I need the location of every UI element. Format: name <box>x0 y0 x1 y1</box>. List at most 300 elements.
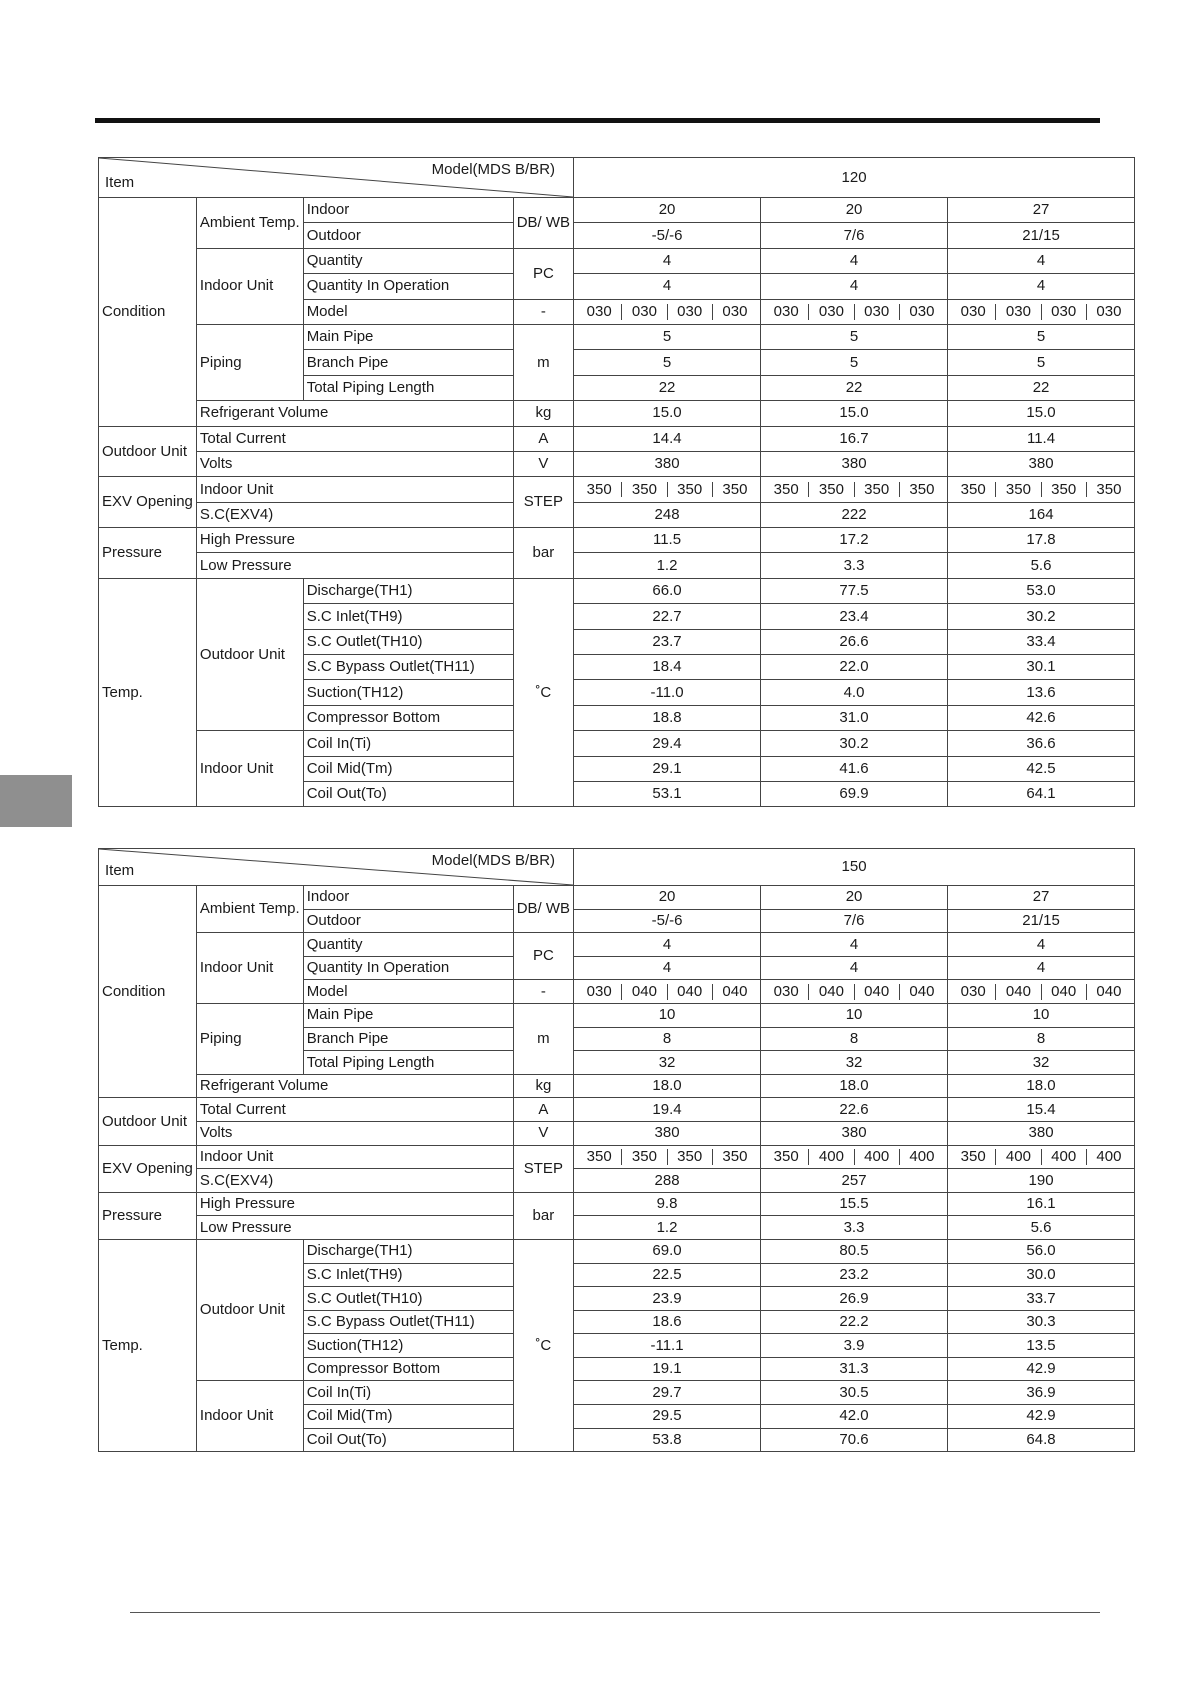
outdoor-unit-label: Outdoor Unit <box>99 1098 197 1145</box>
sub-value-cell: 400 <box>899 1149 944 1165</box>
value-cell: 30.5 <box>761 1381 948 1405</box>
sub-value-cell: 040 <box>1041 984 1086 1000</box>
value-cell: 3.3 <box>761 1216 948 1240</box>
value-cell: 23.7 <box>574 629 761 654</box>
value-cell: 4 <box>948 956 1135 980</box>
pressure-label: Pressure <box>99 528 197 579</box>
value-cell: 18.0 <box>761 1074 948 1098</box>
value-cell: 4 <box>761 274 948 299</box>
indoor-unit-label: Indoor Unit <box>196 933 303 1004</box>
table-row <box>99 886 1135 910</box>
value-cell: 13.5 <box>948 1334 1135 1358</box>
value-cell: 53.8 <box>574 1428 761 1452</box>
chapter-tab <box>0 775 72 827</box>
value-cell: 30.0 <box>948 1263 1135 1287</box>
table-row <box>99 248 1135 273</box>
sub-value-cell: 350 <box>1086 482 1131 498</box>
value-cell: 15.0 <box>948 401 1135 426</box>
value-cell: 77.5 <box>761 578 948 603</box>
ambient-temp-label: Ambient Temp. <box>196 886 303 933</box>
model-value: 120 <box>574 158 1135 198</box>
pressure-unit: bar <box>513 528 573 579</box>
value-cell: 190 <box>948 1169 1135 1193</box>
value-cell: 33.7 <box>948 1287 1135 1311</box>
table-row <box>99 553 1135 578</box>
value-cell: 1.2 <box>574 553 761 578</box>
temp-row-label: S.C Outlet(TH10) <box>303 1287 513 1311</box>
value-cell: 22 <box>574 375 761 400</box>
value-cell: 21/15 <box>948 909 1135 933</box>
value-cell: 53.0 <box>948 578 1135 603</box>
sub-value-cell: 350 <box>621 482 666 498</box>
refrigerant-volume-label: Refrigerant Volume <box>196 1074 513 1098</box>
value-cell: 56.0 <box>948 1239 1135 1263</box>
sub-value-cell: 030 <box>1041 304 1086 320</box>
table-row <box>99 1121 1135 1145</box>
value-cell: 15.0 <box>761 401 948 426</box>
total-piping-length-label: Total Piping Length <box>303 375 513 400</box>
value-cell: -11.1 <box>574 1334 761 1358</box>
sub-value-cell: 400 <box>1041 1149 1086 1165</box>
value-cell: 5.6 <box>948 1216 1135 1240</box>
sub-value-cell: 030 <box>586 982 612 1000</box>
value-cell: 18.4 <box>574 655 761 680</box>
piping-unit: m <box>513 1003 573 1074</box>
exv-indoor-unit-label: Indoor Unit <box>196 1145 513 1169</box>
temp-row-label: S.C Inlet(TH9) <box>303 1263 513 1287</box>
value-cell: 16.1 <box>948 1192 1135 1216</box>
value-cell: 18.0 <box>574 1074 761 1098</box>
value-cell: 30.2 <box>761 731 948 756</box>
sub-value-group <box>761 477 948 502</box>
value-cell: 23.9 <box>574 1287 761 1311</box>
pc-unit: PC <box>513 933 573 980</box>
sub-value-cell: 350 <box>854 482 899 498</box>
value-cell: 4 <box>574 274 761 299</box>
sub-value-cell: 350 <box>960 1147 986 1165</box>
sub-value-cell: 030 <box>621 304 666 320</box>
table-row <box>99 1145 1135 1169</box>
value-cell: 3.3 <box>761 553 948 578</box>
value-cell: 42.9 <box>948 1357 1135 1381</box>
temp-row-label: Coil Out(To) <box>303 1428 513 1452</box>
sub-value-group <box>761 1145 948 1169</box>
value-cell: 30.2 <box>948 604 1135 629</box>
quantity-in-operation-label: Quantity In Operation <box>303 956 513 980</box>
value-cell: 26.9 <box>761 1287 948 1311</box>
value-cell: 257 <box>761 1169 948 1193</box>
sub-value-cell: 040 <box>808 984 853 1000</box>
value-cell: 380 <box>574 451 761 476</box>
value-cell: 5 <box>574 350 761 375</box>
sub-value-group <box>574 1145 761 1169</box>
sub-value-cell: 040 <box>1086 984 1131 1000</box>
sub-value-cell: 350 <box>667 1149 712 1165</box>
value-cell: -11.0 <box>574 680 761 705</box>
model-header: Model(MDS B/BR) <box>431 161 556 178</box>
pressure-label: Pressure <box>99 1192 197 1239</box>
volts-unit: V <box>513 1121 573 1145</box>
value-cell: -5/-6 <box>574 909 761 933</box>
value-cell: 8 <box>948 1027 1135 1051</box>
value-cell: 53.1 <box>574 781 761 806</box>
temp-row-label: Coil In(Ti) <box>303 731 513 756</box>
value-cell: 42.9 <box>948 1405 1135 1429</box>
value-cell: 80.5 <box>761 1239 948 1263</box>
sub-value-group <box>574 477 761 502</box>
value-cell: 15.0 <box>574 401 761 426</box>
value-cell: 4 <box>761 248 948 273</box>
value-cell: 5.6 <box>948 553 1135 578</box>
value-cell: 29.7 <box>574 1381 761 1405</box>
value-cell: 5 <box>761 324 948 349</box>
ambient-outdoor-label: Outdoor <box>303 223 513 248</box>
table-row <box>99 426 1135 451</box>
ambient-indoor-label: Indoor <box>303 198 513 223</box>
value-cell: 31.0 <box>761 705 948 730</box>
sub-value-cell: 350 <box>712 482 757 498</box>
temp-row-label: Suction(TH12) <box>303 680 513 705</box>
piping-label: Piping <box>196 1003 303 1074</box>
sub-value-cell: 350 <box>773 480 799 498</box>
table-row <box>99 578 1135 603</box>
table-row <box>99 198 1135 223</box>
temp-row-label: S.C Bypass Outlet(TH11) <box>303 1310 513 1334</box>
value-cell: 380 <box>948 1121 1135 1145</box>
sub-value-group <box>574 980 761 1004</box>
branch-pipe-label: Branch Pipe <box>303 350 513 375</box>
header-diagonal-cell <box>99 158 574 198</box>
temp-label: Temp. <box>99 578 197 807</box>
model-unit: - <box>513 299 573 324</box>
value-cell: 42.5 <box>948 756 1135 781</box>
value-cell: 18.0 <box>948 1074 1135 1098</box>
value-cell: 5 <box>948 350 1135 375</box>
value-cell: 42.0 <box>761 1405 948 1429</box>
model-label: Model <box>303 299 513 324</box>
sub-value-cell: 030 <box>960 982 986 1000</box>
value-cell: 22.5 <box>574 1263 761 1287</box>
sub-value-cell: 030 <box>899 304 944 320</box>
value-cell: 15.4 <box>948 1098 1135 1122</box>
value-cell: 15.5 <box>761 1192 948 1216</box>
high-pressure-label: High Pressure <box>196 1192 513 1216</box>
value-cell: 380 <box>948 451 1135 476</box>
value-cell: 32 <box>948 1051 1135 1075</box>
indoor-unit-label: Indoor Unit <box>196 248 303 324</box>
value-cell: 380 <box>761 451 948 476</box>
value-cell: 288 <box>574 1169 761 1193</box>
temp-row-label: Discharge(TH1) <box>303 1239 513 1263</box>
value-cell: 9.8 <box>574 1192 761 1216</box>
quantity-label: Quantity <box>303 933 513 957</box>
value-cell: 11.4 <box>948 426 1135 451</box>
table-row <box>99 477 1135 502</box>
outdoor-unit-label: Outdoor Unit <box>99 426 197 477</box>
sub-value-group <box>948 1145 1135 1169</box>
refrigerant-volume-label: Refrigerant Volume <box>196 401 513 426</box>
total-current-label: Total Current <box>196 1098 513 1122</box>
temp-row-label: Discharge(TH1) <box>303 578 513 603</box>
value-cell: 5 <box>761 350 948 375</box>
sub-value-cell: 350 <box>995 482 1040 498</box>
branch-pipe-label: Branch Pipe <box>303 1027 513 1051</box>
value-cell: 27 <box>948 886 1135 910</box>
temp-unit: ˚C <box>513 578 573 807</box>
value-cell: 5 <box>948 324 1135 349</box>
temp-unit: ˚C <box>513 1239 573 1451</box>
table-row <box>99 528 1135 553</box>
value-cell: 33.4 <box>948 629 1135 654</box>
value-cell: 21/15 <box>948 223 1135 248</box>
value-cell: 32 <box>574 1051 761 1075</box>
sub-value-group <box>948 299 1135 324</box>
table-row <box>99 1074 1135 1098</box>
temp-row-label: Coil Out(To) <box>303 781 513 806</box>
sub-value-group <box>761 299 948 324</box>
value-cell: 248 <box>574 502 761 527</box>
value-cell: 41.6 <box>761 756 948 781</box>
value-cell: 20 <box>761 886 948 910</box>
value-cell: 36.9 <box>948 1381 1135 1405</box>
main-pipe-label: Main Pipe <box>303 1003 513 1027</box>
value-cell: 30.3 <box>948 1310 1135 1334</box>
value-cell: 17.8 <box>948 528 1135 553</box>
sub-value-cell: 040 <box>899 984 944 1000</box>
sub-value-cell: 030 <box>960 302 986 320</box>
sub-value-cell: 350 <box>1041 482 1086 498</box>
sub-value-cell: 350 <box>808 482 853 498</box>
sub-value-cell: 350 <box>586 1147 612 1165</box>
value-cell: 4.0 <box>761 680 948 705</box>
temp-indoor-unit-label: Indoor Unit <box>196 1381 303 1452</box>
value-cell: 3.9 <box>761 1334 948 1358</box>
sub-value-cell: 030 <box>995 304 1040 320</box>
pc-unit: PC <box>513 248 573 299</box>
value-cell: 22 <box>761 375 948 400</box>
temp-row-label: Suction(TH12) <box>303 1334 513 1358</box>
temp-row-label: Coil Mid(Tm) <box>303 756 513 781</box>
low-pressure-label: Low Pressure <box>196 553 513 578</box>
sub-value-cell: 350 <box>960 480 986 498</box>
value-cell: 66.0 <box>574 578 761 603</box>
high-pressure-label: High Pressure <box>196 528 513 553</box>
value-cell: 10 <box>574 1003 761 1027</box>
value-cell: 10 <box>948 1003 1135 1027</box>
sub-value-cell: 030 <box>586 302 612 320</box>
value-cell: 4 <box>574 956 761 980</box>
value-cell: 70.6 <box>761 1428 948 1452</box>
pressure-unit: bar <box>513 1192 573 1239</box>
temp-row-label: Compressor Bottom <box>303 705 513 730</box>
table-row <box>99 401 1135 426</box>
sc-exv4-label: S.C(EXV4) <box>196 502 513 527</box>
exv-opening-label: EXV Opening <box>99 477 197 528</box>
value-cell: 26.6 <box>761 629 948 654</box>
value-cell: 380 <box>761 1121 948 1145</box>
value-cell: 31.3 <box>761 1357 948 1381</box>
step-unit: STEP <box>513 477 573 528</box>
sub-value-cell: 030 <box>712 304 757 320</box>
sub-value-cell: 030 <box>773 302 799 320</box>
sub-value-cell: 350 <box>773 1147 799 1165</box>
value-cell: 22.0 <box>761 655 948 680</box>
temp-row-label: S.C Outlet(TH10) <box>303 629 513 654</box>
value-cell: 22.6 <box>761 1098 948 1122</box>
value-cell: 19.4 <box>574 1098 761 1122</box>
header-diagonal-cell <box>99 849 574 886</box>
value-cell: 22.2 <box>761 1310 948 1334</box>
piping-label: Piping <box>196 324 303 400</box>
table-row <box>99 1381 1135 1405</box>
value-cell: 29.5 <box>574 1405 761 1429</box>
spec-table <box>98 157 1135 807</box>
value-cell: 4 <box>574 248 761 273</box>
temp-indoor-unit-label: Indoor Unit <box>196 731 303 807</box>
table-row <box>99 731 1135 756</box>
table-row <box>99 933 1135 957</box>
exv-opening-label: EXV Opening <box>99 1145 197 1192</box>
value-cell: 19.1 <box>574 1357 761 1381</box>
temp-row-label: Coil In(Ti) <box>303 1381 513 1405</box>
sub-value-cell: 030 <box>1086 304 1131 320</box>
piping-unit: m <box>513 324 573 400</box>
table-row <box>99 1239 1135 1263</box>
value-cell: 22 <box>948 375 1135 400</box>
sub-value-cell: 400 <box>808 1149 853 1165</box>
model-unit: - <box>513 980 573 1004</box>
value-cell: 7/6 <box>761 909 948 933</box>
item-header: Item <box>105 174 135 192</box>
temp-outdoor-unit-label: Outdoor Unit <box>196 578 303 730</box>
value-cell: 8 <box>574 1027 761 1051</box>
value-cell: 7/6 <box>761 223 948 248</box>
low-pressure-label: Low Pressure <box>196 1216 513 1240</box>
value-cell: 36.6 <box>948 731 1135 756</box>
sub-value-cell: 030 <box>773 982 799 1000</box>
value-cell: 69.0 <box>574 1239 761 1263</box>
table-row <box>99 1003 1135 1027</box>
value-cell: 13.6 <box>948 680 1135 705</box>
sub-value-cell: 350 <box>621 1149 666 1165</box>
value-cell: 5 <box>574 324 761 349</box>
value-cell: -5/-6 <box>574 223 761 248</box>
quantity-in-operation-label: Quantity In Operation <box>303 274 513 299</box>
value-cell: 4 <box>761 956 948 980</box>
value-cell: 11.5 <box>574 528 761 553</box>
temp-row-label: S.C Bypass Outlet(TH11) <box>303 655 513 680</box>
sub-value-group <box>948 477 1135 502</box>
total-piping-length-label: Total Piping Length <box>303 1051 513 1075</box>
table-row <box>99 1216 1135 1240</box>
temp-row-label: Coil Mid(Tm) <box>303 1405 513 1429</box>
value-cell: 32 <box>761 1051 948 1075</box>
step-unit: STEP <box>513 1145 573 1192</box>
value-cell: 4 <box>761 933 948 957</box>
value-cell: 23.4 <box>761 604 948 629</box>
table-row <box>99 502 1135 527</box>
value-cell: 4 <box>948 274 1135 299</box>
temp-outdoor-unit-label: Outdoor Unit <box>196 1239 303 1381</box>
sub-value-cell: 400 <box>995 1149 1040 1165</box>
quantity-label: Quantity <box>303 248 513 273</box>
sub-value-cell: 350 <box>586 480 612 498</box>
model-label: Model <box>303 980 513 1004</box>
value-cell: 23.2 <box>761 1263 948 1287</box>
value-cell: 42.6 <box>948 705 1135 730</box>
refrigerant-unit: kg <box>513 401 573 426</box>
sub-value-cell: 350 <box>667 482 712 498</box>
sub-value-group <box>948 980 1135 1004</box>
sub-value-cell: 040 <box>995 984 1040 1000</box>
table-row <box>99 1098 1135 1122</box>
sub-value-cell: 400 <box>1086 1149 1131 1165</box>
model-value: 150 <box>574 849 1135 886</box>
value-cell: 17.2 <box>761 528 948 553</box>
condition-label: Condition <box>99 886 197 1098</box>
ambient-indoor-label: Indoor <box>303 886 513 910</box>
table-row <box>99 324 1135 349</box>
value-cell: 29.1 <box>574 756 761 781</box>
ambient-temp-label: Ambient Temp. <box>196 198 303 249</box>
sub-value-cell: 350 <box>899 482 944 498</box>
sub-value-cell: 040 <box>621 984 666 1000</box>
sub-value-cell: 030 <box>667 304 712 320</box>
value-cell: 10 <box>761 1003 948 1027</box>
temp-row-label: Compressor Bottom <box>303 1357 513 1381</box>
value-cell: 8 <box>761 1027 948 1051</box>
current-unit: A <box>513 1098 573 1122</box>
temp-row-label: S.C Inlet(TH9) <box>303 604 513 629</box>
spec-table <box>98 848 1135 1452</box>
refrigerant-unit: kg <box>513 1074 573 1098</box>
sub-value-cell: 040 <box>712 984 757 1000</box>
value-cell: 64.8 <box>948 1428 1135 1452</box>
sub-value-group <box>761 980 948 1004</box>
value-cell: 4 <box>948 933 1135 957</box>
table-row <box>99 451 1135 476</box>
bottom-rule <box>130 1612 1100 1613</box>
value-cell: 18.8 <box>574 705 761 730</box>
header-row <box>99 158 1135 198</box>
value-cell: 16.7 <box>761 426 948 451</box>
value-cell: 14.4 <box>574 426 761 451</box>
value-cell: 22.7 <box>574 604 761 629</box>
current-unit: A <box>513 426 573 451</box>
top-rule <box>95 118 1100 123</box>
exv-indoor-unit-label: Indoor Unit <box>196 477 513 502</box>
sc-exv4-label: S.C(EXV4) <box>196 1169 513 1193</box>
value-cell: 64.1 <box>948 781 1135 806</box>
header-row <box>99 849 1135 886</box>
value-cell: 69.9 <box>761 781 948 806</box>
total-current-label: Total Current <box>196 426 513 451</box>
volts-unit: V <box>513 451 573 476</box>
value-cell: 20 <box>761 198 948 223</box>
sub-value-cell: 400 <box>854 1149 899 1165</box>
model-header: Model(MDS B/BR) <box>431 852 556 869</box>
value-cell: 30.1 <box>948 655 1135 680</box>
value-cell: 222 <box>761 502 948 527</box>
ambient-unit: DB/ WB <box>513 198 573 249</box>
value-cell: 27 <box>948 198 1135 223</box>
table-row <box>99 1192 1135 1216</box>
ambient-outdoor-label: Outdoor <box>303 909 513 933</box>
sub-value-group <box>574 299 761 324</box>
value-cell: 4 <box>574 933 761 957</box>
ambient-unit: DB/ WB <box>513 886 573 933</box>
sub-value-cell: 040 <box>854 984 899 1000</box>
